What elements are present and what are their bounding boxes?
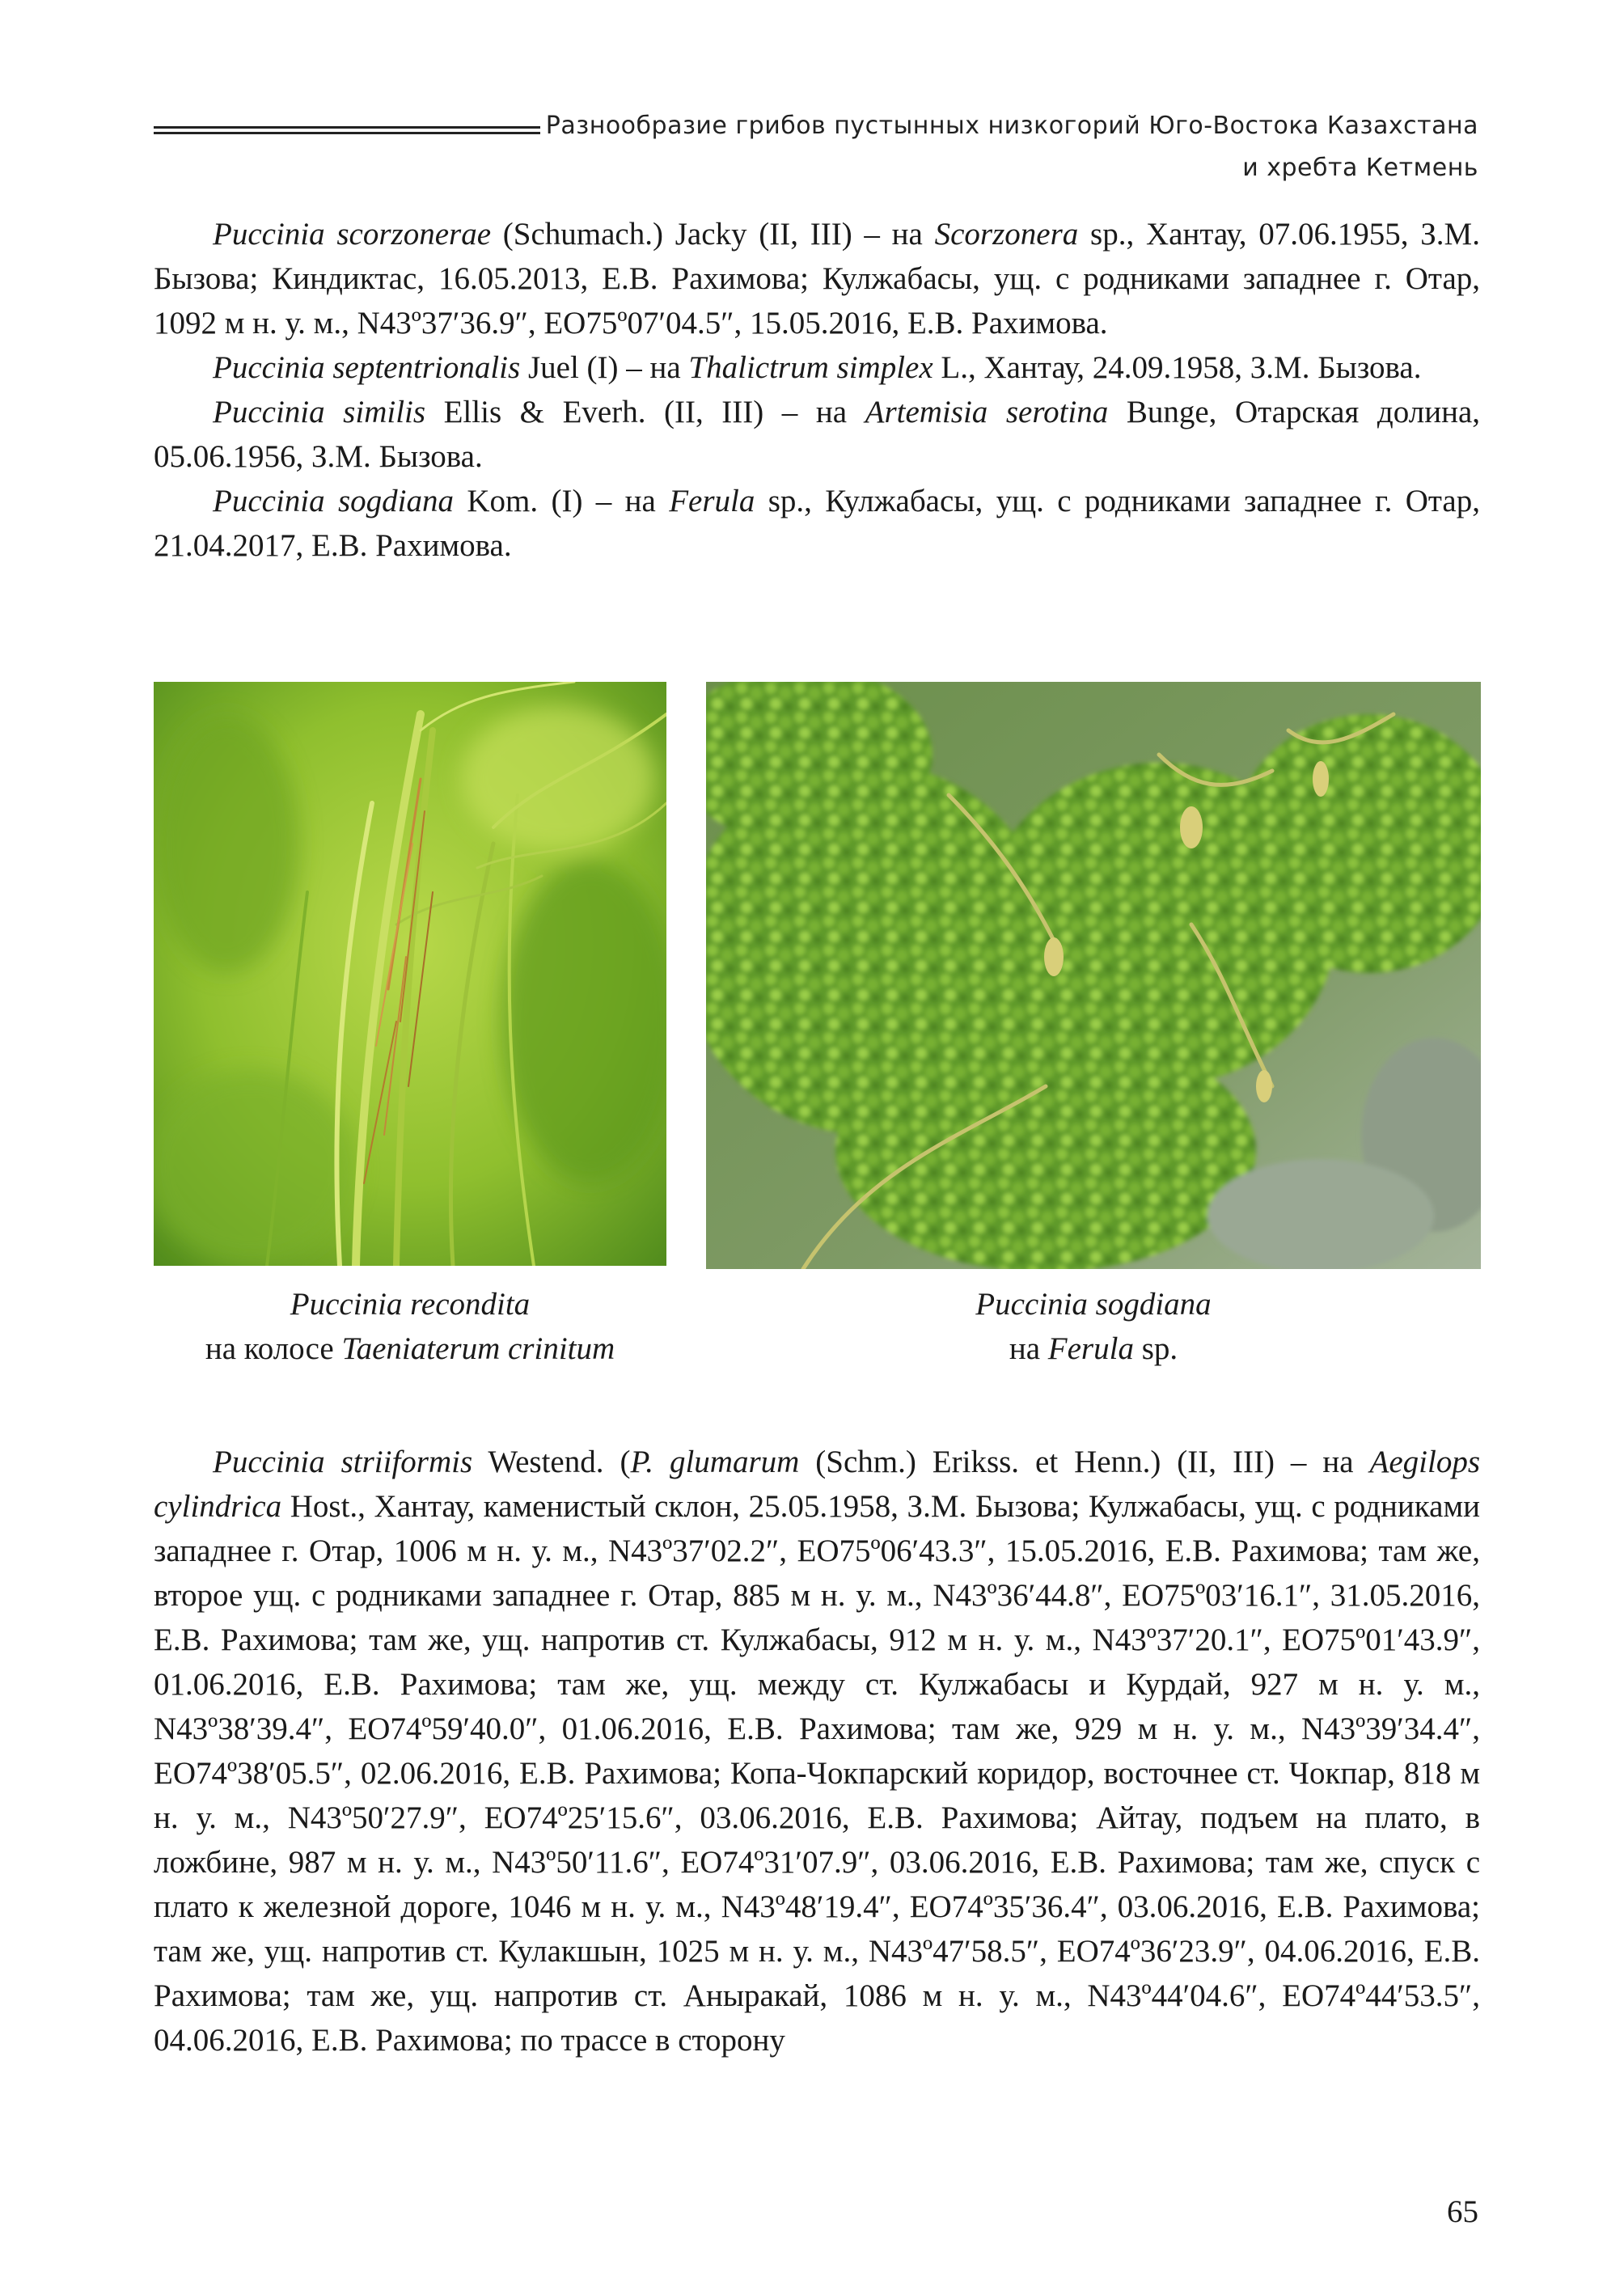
taxon-name: Scorzonera xyxy=(934,217,1079,252)
paragraph xyxy=(154,1440,1480,2062)
taxon-name: Puccinia similis xyxy=(213,395,426,429)
figure-caption-1 xyxy=(154,1282,666,1371)
text-run: Juel (I) – на xyxy=(520,350,689,385)
paragraph xyxy=(154,212,1480,345)
ferula-photo-illustration xyxy=(706,682,1481,1269)
taxon-name: Puccinia scorzonerae xyxy=(213,217,492,252)
text-block-top xyxy=(154,212,1480,568)
taxon-name: Ferula xyxy=(669,484,755,518)
taxon-name: P. glumarum xyxy=(630,1445,800,1479)
paragraph xyxy=(154,345,1480,390)
running-header-line-2: и хребта Кетмень xyxy=(1242,154,1478,182)
text-run: Ellis & Everh. (II, III) – на xyxy=(425,395,865,429)
taxon-name: Puccinia sogdiana xyxy=(213,484,454,518)
taxon-name: Puccinia septentrionalis xyxy=(213,350,521,385)
text-run: Kom. (I) – на xyxy=(454,484,670,518)
caption-2-host: Ferula xyxy=(1047,1331,1134,1366)
paragraph xyxy=(154,479,1480,568)
taxon-name: Aegilops cylindrica xyxy=(154,1445,1480,1524)
caption-2-suffix: sp. xyxy=(1133,1331,1178,1366)
running-header-line-1: Разнообразие грибов пустынных низкогорий Юго-Востока Казахстана xyxy=(545,112,1478,140)
grass-photo-illustration xyxy=(154,682,666,1266)
header-rule xyxy=(154,126,540,137)
caption-1-prefix: на колосе xyxy=(205,1331,342,1366)
text-run: sp., Кулжабасы, ущ. с родниками западнее г. Отар, 21.04.2017, Е.В. Рахимова. xyxy=(154,484,1480,563)
text-run: Bunge, Отарская долина, 05.06.1956, З.М. Бызова. xyxy=(154,395,1481,474)
paragraph xyxy=(154,390,1480,479)
text-run: L., Хантау, 24.09.1958, З.М. Бызова. xyxy=(933,350,1422,385)
text-run: sp., Хантау, 07.06.1955, З.М. Бызова; Киндиктас, 16.05.2013, Е.В. Рахимова; Кулжабасы, ущ. с родниками западнее г. Отар, 1092 м н. у. м., N43º37′36.9″, EO75º07′04.5″, 15.05.2016, Е.В. Рахимова. xyxy=(154,217,1480,341)
text-run: (Schm.) Erikss. et Henn.) (II, III) – на xyxy=(799,1445,1370,1479)
taxon-name: Thalictrum simplex xyxy=(688,350,933,385)
caption-1-host: Taeniaterum crinitum xyxy=(341,1331,615,1366)
taxon-name: Puccinia striiformis xyxy=(213,1445,473,1479)
caption-2-species: Puccinia sogdiana xyxy=(975,1287,1212,1322)
text-run: Westend. ( xyxy=(472,1445,631,1479)
text-block-bottom xyxy=(154,1440,1480,2062)
text-run: (Schumach.) Jacky (II, III) – на xyxy=(491,217,935,252)
figure-caption-2 xyxy=(706,1282,1481,1371)
text-run: Host., Хантау, каменистый склон, 25.05.1958, З.М. Бызова; Кулжабасы, ущ. с родниками западнее г. Отар, 1006 м н. у. м., N43º37′02.2″, EO75º06′43.3″, 15.05.2016, Е.В. Рахимова; там же, второе ущ. с родниками западнее г. Отар, 885 м н. у. м., N43º36′44.8″, EO75º03′16.1″, 31.05.2016, Е.В. Рахимова; там же, ущ. напротив ст. Кулжабасы, 912 м н. у. м., N43º37′20.1″, EO75º01′43.9″, 01.06.2016, Е.В. Рахимова; там же, ущ. между ст. Кулжабасы и Курдай, 927 м н. у. м., N43º38′39.4″, EO74º59′40.0″, 01.06.2016, Е.В. Рахимова; там же, 929 м н. у. м., N43º39′34.4″, EO74º38′05.5″, 02.06.2016, Е.В. Рахимова; Копа-Чокпарский коридор, восточнее ст. Чокпар, 818 м н. у. м., N43º50′27.9″, EO74º25′15.6″, 03.06.2016, Е.В. Рахимова; Айтау, подъем на плато, в ложбине, 987 м н. у. м., N43º50′11.6″, EO74º31′07.9″, 03.06.2016, Е.В. Рахимова; там же, спуск с плато к железной дороге, 1046 м н. у. м., N43º48′19.4″, EO74º35′36.4″, 03.06.2016, Е.В. Рахимова; там же, ущ. напротив ст. Кулакшын, 1025 м н. у. м., N43º47′58.5″, EO74º36′23.9″, 04.06.2016, Е.В. Рахимова; там же, ущ. напротив ст. Аныракай, 1086 м н. у. м., N43º44′04.6″, EO74º44′53.5″, 04.06.2016, Е.В. Рахимова; по трассе в сторону xyxy=(154,1489,1480,2058)
caption-1-species: Puccinia recondita xyxy=(290,1287,531,1322)
photo-grass-spike xyxy=(154,682,666,1266)
photo-ferula-leaves xyxy=(706,682,1481,1269)
taxon-name: Artemisia serotina xyxy=(865,395,1109,429)
caption-2-prefix: на xyxy=(1009,1331,1048,1366)
page-number: 65 xyxy=(1447,2194,1478,2229)
